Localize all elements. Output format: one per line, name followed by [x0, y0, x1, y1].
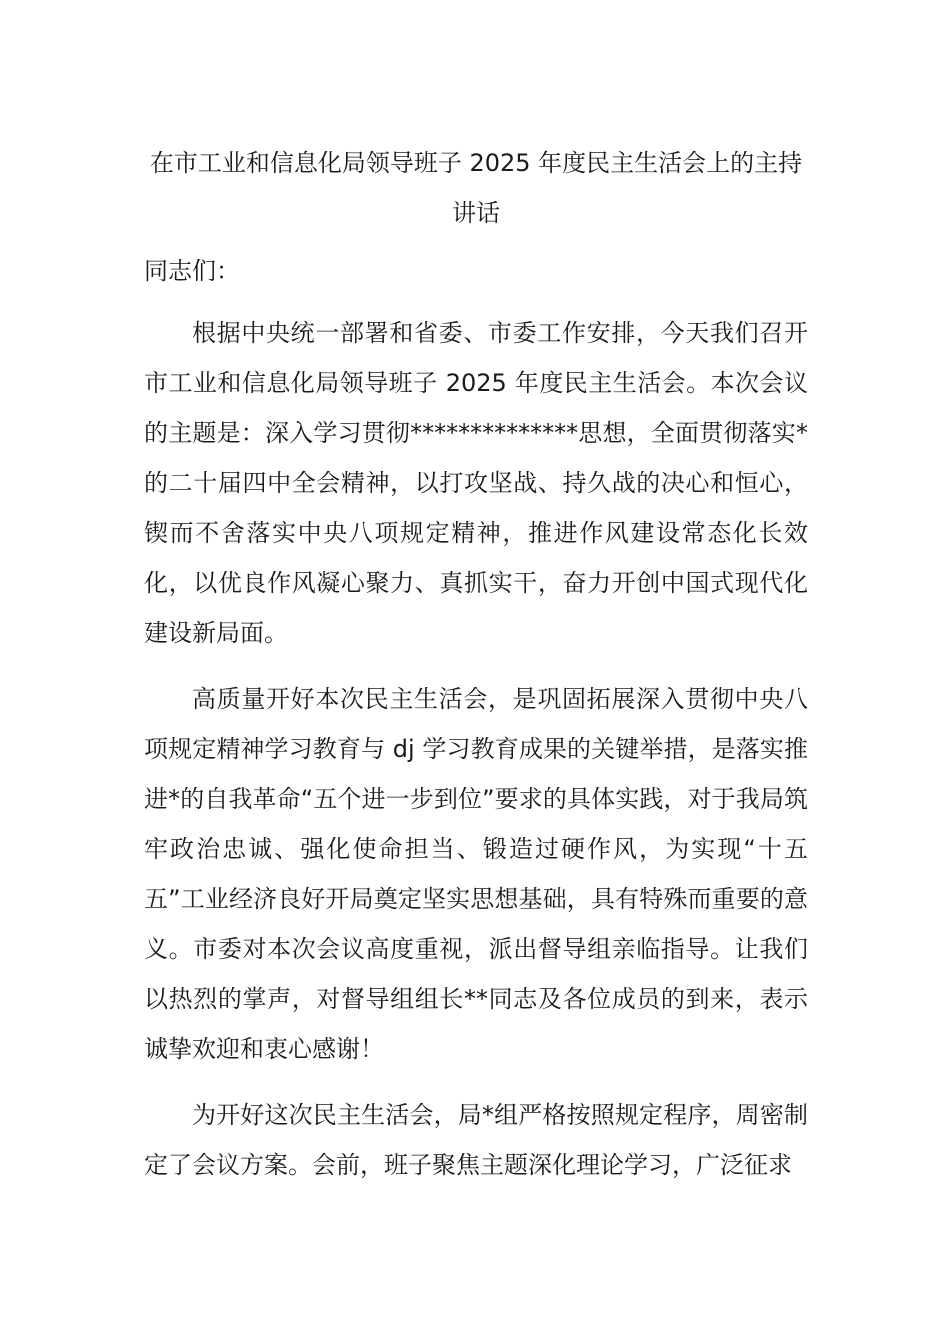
paragraph-3: 为开好这次民主生活会，局*组严格按照规定程序，周密制定了会议方案。会前，班子聚焦主题深化理论学习，广泛征求 [144, 1101, 808, 1179]
paragraph-2: 高质量开好本次民主生活会，是巩固拓展深入贯彻中央八项规定精神学习教育与 dj 学习教育成果的关键举措，是落实推进*的自我革命“五个进一步到位”要求的具体实践，对于我局筑牢政治忠诚、强化使命担当、锻造过硬作风，为实现“十五五”工业经济良好开局奠定坚实思想基础，具有特殊而重要的意义。市委对本次会议高度重视，派出督导组亲临指导。让我们以热烈的掌声，对督导组组长**同志及各位成员的到来，表示诚挚欢迎和衷心感谢！ [144, 685, 808, 1063]
salutation: 同志们： [144, 257, 240, 285]
document-page [144, 138, 808, 1190]
paragraph-1: 根据中央统一部署和省委、市委工作安排，今天我们召开市工业和信息化局领导班子 2025 年度民主生活会。本次会议的主题是：深入学习贯彻**************思想，全面贯彻落实*的二十届四中全会精神，以打攻坚战、持久战的决心和恒心，锲而不舍落实中央八项规定精神，推进作风建设常态化长效化，以优良作风凝心聚力、真抓实干，奋力开创中国式现代化建设新局面。 [144, 319, 808, 647]
document-title: 在市工业和信息化局领导班子 2025 年度民主生活会上的主持讲话 [149, 149, 803, 227]
